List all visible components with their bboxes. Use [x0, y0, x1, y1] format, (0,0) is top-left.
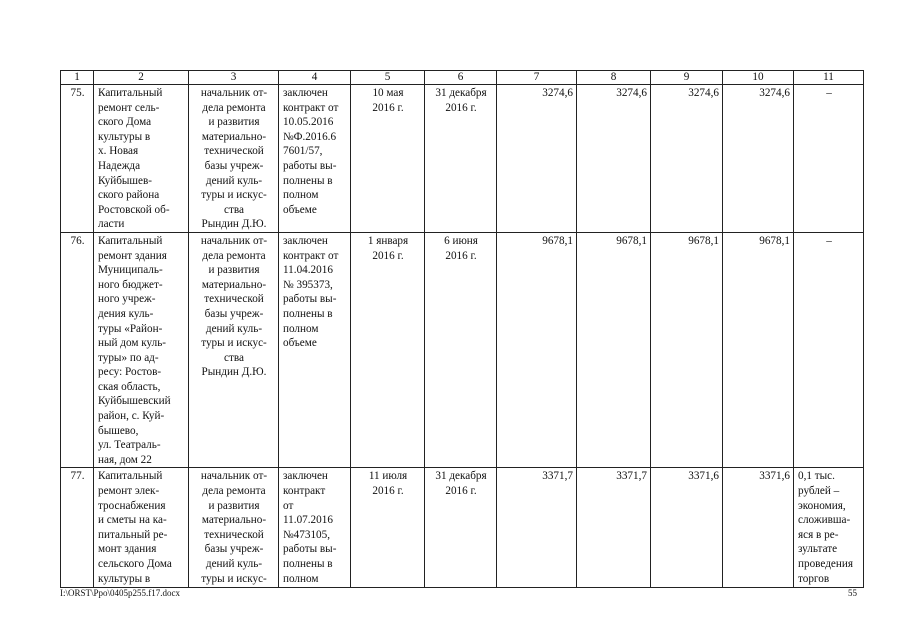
amount-col7: 3371,7 [497, 468, 577, 588]
contract-status: заключен контракт от 11.04.2016 № 395373, работы вы- полнены в полном объеме [279, 232, 351, 468]
object-name: Капитальный ремонт здания Муниципаль- ного бюджет- ного учреж- дения куль- туры «Район- ный дом куль- туры» по ад- ресу: Ростов- ская область, Куйбышевский район, с. Куй- бышево, ул. Театраль- ная, дом 22 [94, 232, 189, 468]
contract-status: заключен контракт от 10.05.2016 №Ф.2016.6 7601/57, работы вы- полнены в полном объеме [279, 85, 351, 233]
note: – [794, 85, 864, 233]
document-table [60, 70, 864, 588]
amount-col9: 3371,6 [651, 468, 723, 588]
end-date: 31 декабря 2016 г. [425, 85, 497, 233]
header-row [61, 71, 864, 85]
responsible-person: начальник от- дела ремонта и развития материально- технической базы учреж- дений куль- туры и искус- ства Рындин Д.Ю. [189, 232, 279, 468]
amount-col10: 9678,1 [723, 232, 794, 468]
amount-col8: 3274,6 [577, 85, 651, 233]
column-header: 1 [61, 71, 94, 85]
column-header: 5 [351, 71, 425, 85]
column-header: 6 [425, 71, 497, 85]
column-header: 3 [189, 71, 279, 85]
file-path: I:\ORST\Ppo\0405p255.f17.docx [60, 588, 181, 598]
page-number: 55 [848, 588, 857, 598]
column-header: 10 [723, 71, 794, 85]
responsible-person: начальник от- дела ремонта и развития материально- технической базы учреж- дений куль- туры и искус- ства Рындин Д.Ю. [189, 85, 279, 233]
table-row [61, 468, 864, 588]
amount-col7: 3274,6 [497, 85, 577, 233]
amount-col7: 9678,1 [497, 232, 577, 468]
row-number: 76. [61, 232, 94, 468]
table-row [61, 85, 864, 233]
start-date: 1 января 2016 г. [351, 232, 425, 468]
row-number: 77. [61, 468, 94, 588]
amount-col8: 3371,7 [577, 468, 651, 588]
note: 0,1 тыс. рублей – экономия, сложивша- яся в ре- зультате проведения торгов [794, 468, 864, 588]
note: – [794, 232, 864, 468]
responsible-person: начальник от- дела ремонта и развития материально- технической базы учреж- дений куль- туры и искус- [189, 468, 279, 588]
column-header: 4 [279, 71, 351, 85]
amount-col9: 9678,1 [651, 232, 723, 468]
column-header: 2 [94, 71, 189, 85]
object-name: Капитальный ремонт сель- ского Дома культуры в х. Новая Надежда Куйбышев- ского района Ростовской об- ласти [94, 85, 189, 233]
contract-status: заключен контракт от 11.07.2016 №473105, работы вы- полнены в полном [279, 468, 351, 588]
start-date: 11 июля 2016 г. [351, 468, 425, 588]
amount-col9: 3274,6 [651, 85, 723, 233]
column-header: 7 [497, 71, 577, 85]
object-name: Капитальный ремонт элек- троснабжения и сметы на ка- питальный ре- монт здания сельского Дома культуры в [94, 468, 189, 588]
column-header: 9 [651, 71, 723, 85]
start-date: 10 мая 2016 г. [351, 85, 425, 233]
column-header: 8 [577, 71, 651, 85]
amount-col10: 3274,6 [723, 85, 794, 233]
end-date: 31 декабря 2016 г. [425, 468, 497, 588]
row-number: 75. [61, 85, 94, 233]
amount-col8: 9678,1 [577, 232, 651, 468]
column-header: 11 [794, 71, 864, 85]
end-date: 6 июня 2016 г. [425, 232, 497, 468]
table-row [61, 232, 864, 468]
amount-col10: 3371,6 [723, 468, 794, 588]
